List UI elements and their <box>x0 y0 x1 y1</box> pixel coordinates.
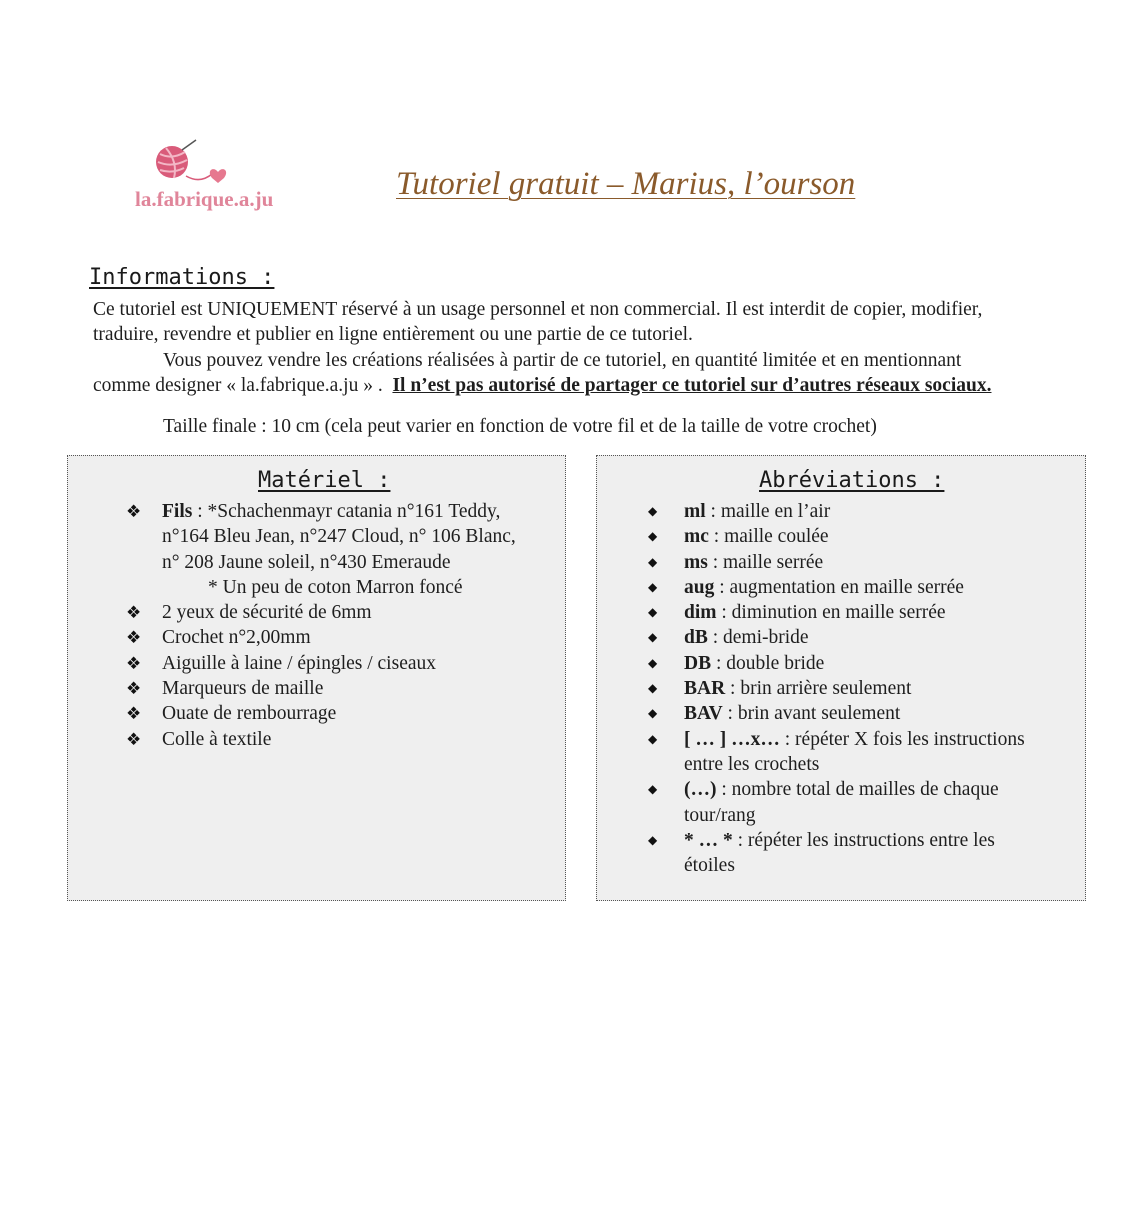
abreviations-heading: Abréviations : <box>759 468 945 493</box>
abbr-desc: : répéter les instructions entre les <box>732 829 995 851</box>
abreviations-box <box>596 455 1086 901</box>
diamond-bullet-icon: ◆ <box>648 655 658 670</box>
list-item <box>126 625 516 650</box>
abbr-desc: : répéter X fois les instructions <box>779 728 1025 750</box>
list-item <box>648 625 1025 650</box>
list-item <box>648 600 1025 625</box>
abbr: BAR <box>684 678 726 700</box>
list-item-continuation: n°164 Bleu Jean, n°247 Cloud, n° 106 Blanc, <box>162 526 516 548</box>
diamond-bullet-icon: ❖ <box>126 603 142 623</box>
abbr-desc: : diminution en maille serrée <box>716 602 946 624</box>
list-item <box>126 676 516 701</box>
diamond-bullet-icon: ◆ <box>648 630 658 645</box>
abbr: BAV <box>684 703 723 725</box>
abbr-desc: : maille serrée <box>707 551 824 573</box>
list-item-text: 2 yeux de sécurité de 6mm <box>162 602 372 624</box>
diamond-bullet-icon: ◆ <box>648 782 658 797</box>
diamond-bullet-icon: ❖ <box>126 704 142 724</box>
fils-line-1: : *Schachenmayr catania n°161 Teddy, <box>192 501 501 522</box>
list-item-continuation: n° 208 Jaune soleil, n°430 Emeraude <box>162 551 451 573</box>
list-item <box>126 701 516 726</box>
list-item <box>648 828 1025 853</box>
diamond-bullet-icon: ❖ <box>126 628 142 648</box>
abbr-desc: : nombre total de mailles de chaque <box>716 779 999 801</box>
materiel-box <box>67 455 566 901</box>
abbr-desc: : maille en l’air <box>705 501 831 522</box>
abbr: [ … ] …x… <box>684 728 780 750</box>
diamond-bullet-icon: ◆ <box>648 832 658 847</box>
abbr: (…) <box>684 779 717 801</box>
diamond-bullet-icon: ❖ <box>126 729 142 749</box>
list-item-text: Crochet n°2,00mm <box>162 627 311 649</box>
abbr-desc: : demi-bride <box>707 627 809 649</box>
materiel-heading: Matériel : <box>258 468 391 493</box>
abbr: dim <box>684 602 717 624</box>
diamond-bullet-icon: ◆ <box>648 681 658 696</box>
abbr: ms <box>684 551 708 573</box>
abbr-desc: : maille coulée <box>708 526 829 548</box>
diamond-bullet-icon: ◆ <box>648 554 658 569</box>
sharing-warning: Il n’est pas autorisé de partager ce tutoriel sur d’autres réseaux sociaux. <box>392 375 992 396</box>
list-item <box>648 701 1025 726</box>
abbr: ml <box>684 501 706 522</box>
yarn-ball-heart-icon <box>148 138 238 188</box>
abbr-desc: : augmentation en maille serrée <box>714 576 964 598</box>
abbr-desc: : double bride <box>711 652 825 674</box>
fils-label: Fils <box>162 501 193 522</box>
abbr: * … * <box>684 829 733 851</box>
list-item-continuation: étoiles <box>684 855 735 877</box>
list-item <box>126 651 516 676</box>
diamond-bullet-icon: ◆ <box>648 706 658 721</box>
list-item-continuation: tour/rang <box>684 804 756 826</box>
list-item <box>648 651 1025 676</box>
abbr: aug <box>684 576 715 598</box>
logo <box>130 138 290 218</box>
diamond-bullet-icon: ❖ <box>126 502 142 521</box>
final-size: Taille finale : 10 cm (cela peut varier en fonction de votre fil et de la taille de votre crochet) <box>163 416 877 437</box>
list-item <box>126 499 516 524</box>
list-item-text: Aiguille à laine / épingles / ciseaux <box>162 652 436 674</box>
diamond-bullet-icon: ◆ <box>648 529 658 544</box>
diamond-bullet-icon: ❖ <box>126 679 142 699</box>
abbr-desc: : brin arrière seulement <box>725 678 912 700</box>
list-item-text: Ouate de rembourrage <box>162 703 337 725</box>
abbr-desc: : brin avant seulement <box>722 703 901 725</box>
info-paragraph-line-2: traduire, revendre et publier en ligne entièrement ou une partie de ce tutoriel. <box>93 324 693 345</box>
list-item <box>648 727 1025 752</box>
list-item <box>648 499 1025 524</box>
diamond-bullet-icon: ❖ <box>126 653 142 673</box>
abbr: DB <box>684 652 712 674</box>
materiel-list <box>126 499 516 752</box>
abbr: mc <box>684 526 709 548</box>
diamond-bullet-icon: ◆ <box>648 579 658 594</box>
informations-heading: Informations : <box>89 265 275 290</box>
info-paragraph-line-4 <box>93 373 991 399</box>
list-item <box>126 727 516 752</box>
designer-credit: comme designer « la.fabrique.a.ju » . <box>93 375 383 396</box>
abreviations-list <box>648 499 1025 878</box>
abbr: dB <box>684 627 708 649</box>
list-item-text: Colle à textile <box>162 728 272 750</box>
info-paragraph-line-1: Ce tutoriel est UNIQUEMENT réservé à un usage personnel et non commercial. Il est interdit de copier, modifier, <box>93 299 983 320</box>
diamond-bullet-icon: ◆ <box>648 605 658 620</box>
list-item-text: Marqueurs de maille <box>162 678 324 700</box>
list-item <box>648 777 1025 802</box>
list-item-continuation: entre les crochets <box>684 753 820 775</box>
page-title: Tutoriel gratuit – Marius, l’ourson <box>396 166 856 202</box>
list-item-continuation: * Un peu de coton Marron foncé <box>208 576 463 598</box>
list-item <box>648 676 1025 701</box>
logo-text: la.fabrique.a.ju <box>135 187 274 211</box>
list-item <box>648 524 1025 549</box>
diamond-bullet-icon: ◆ <box>648 504 658 518</box>
info-paragraph-line-3: Vous pouvez vendre les créations réalisées à partir de ce tutoriel, en quantité limitée et en mentionnant <box>163 350 962 371</box>
list-item <box>126 600 516 625</box>
list-item <box>648 550 1025 575</box>
diamond-bullet-icon: ◆ <box>648 731 658 746</box>
list-item <box>648 575 1025 600</box>
